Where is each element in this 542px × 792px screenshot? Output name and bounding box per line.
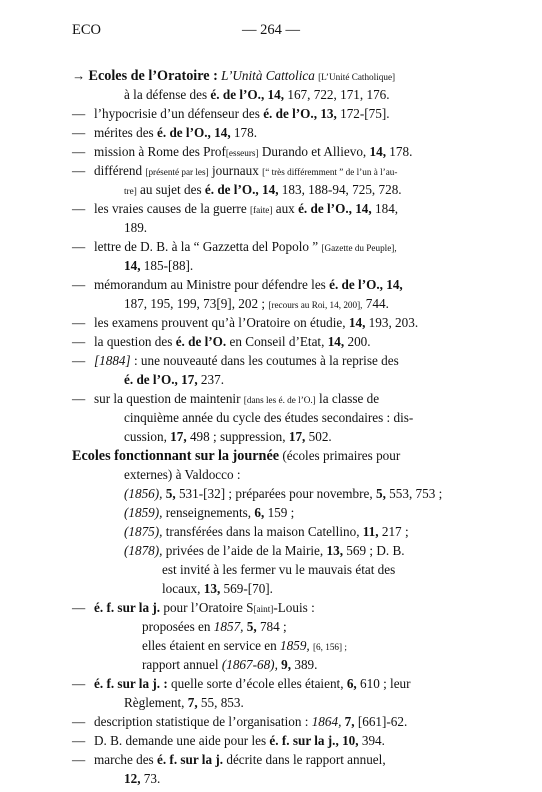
entry-line	[72, 275, 470, 294]
entry-line	[72, 294, 470, 313]
entry-text: 172-[75].	[336, 106, 390, 121]
entry-text: externes) à Valdocco :	[124, 467, 241, 482]
entry-text: 14,	[124, 258, 141, 273]
entry-text: [dans les é. de l’O.]	[243, 395, 316, 405]
entry-text: 5,	[246, 619, 257, 634]
entry-text: l’hypocrisie d’un défenseur des	[94, 106, 264, 121]
entry-text: (1875),	[124, 524, 163, 539]
entry-text: 17,	[288, 429, 306, 444]
entry-text: é. f. sur la j.	[94, 600, 161, 615]
entry-text: Durando et Allievo,	[258, 144, 370, 159]
entry-text: 12,	[124, 771, 141, 786]
entry-text: locaux,	[162, 581, 204, 596]
entry-line	[72, 199, 470, 218]
entry-text: : une nouveauté dans les coutumes à la reprise des	[130, 353, 399, 368]
entry-text: é. de l’O., 14,	[204, 182, 279, 197]
entry-dash: —	[72, 676, 86, 691]
entry-text: 531-[32] ; préparées pour novembre,	[175, 486, 376, 501]
index-entries	[72, 66, 470, 788]
entry-line	[72, 218, 470, 237]
entry-dash: —	[72, 315, 86, 330]
entry-text: 569-[70].	[220, 581, 273, 596]
entry-text: description statistique de l’organisation :	[94, 714, 312, 729]
entry-text: [Gazette du Peuple],	[321, 243, 397, 253]
entry-text: 159 ;	[264, 505, 295, 520]
entry-text: 744.	[362, 296, 389, 311]
entry-line	[72, 389, 470, 408]
entry-text: décrite dans le rapport annuel,	[223, 752, 386, 767]
entry-line	[72, 104, 470, 123]
entry-text: 1859,	[280, 638, 310, 653]
entry-text: 13,	[203, 581, 221, 596]
entry-text: 217 ;	[378, 524, 409, 539]
entry-text: pour l’Oratoire S	[160, 600, 254, 615]
entry-text: [661]-62.	[354, 714, 408, 729]
entry-text: mérites des	[94, 125, 157, 140]
entry-text: 389.	[291, 657, 318, 672]
entry-dash: —	[72, 733, 86, 748]
entry-text: les vraies causes de la guerre	[94, 201, 250, 216]
entry-text: 193, 203.	[365, 315, 419, 330]
entry-line	[72, 465, 470, 484]
entry-text: 569 ; D. B.	[343, 543, 405, 558]
entry-text: Ecoles fonctionnant sur la journée	[72, 448, 280, 464]
entry-dash: —	[72, 353, 86, 368]
entry-text: (1859),	[124, 505, 163, 520]
entry-line	[72, 237, 470, 256]
entry-text: les examens prouvent qu’à l’Oratoire on étudie,	[94, 315, 349, 330]
entry-text: 184,	[371, 201, 399, 216]
entry-text: (1856),	[124, 486, 163, 501]
entry-text: quelle sorte d’école elles étaient,	[167, 676, 347, 691]
entry-line	[72, 313, 470, 332]
entry-dash: —	[72, 125, 86, 140]
entry-text: proposées en	[142, 619, 214, 634]
entry-text: 17,	[170, 429, 187, 444]
entry-text: D. B. demande une aide pour les	[94, 733, 270, 748]
entry-text: 7,	[344, 714, 355, 729]
entry-text: 1857,	[213, 619, 244, 634]
entry-dash: —	[72, 600, 86, 615]
entry-line	[72, 522, 470, 541]
entry-text: 13,	[326, 543, 343, 558]
entry-line	[72, 180, 470, 199]
entry-text: (1878),	[124, 543, 163, 558]
entry-text: [aint]	[253, 604, 274, 614]
entry-dash: —	[72, 201, 86, 216]
entry-text: tre]	[124, 186, 137, 196]
entry-text: transférées dans la maison Catellino,	[162, 524, 363, 539]
entry-text: é. f. sur la j. :	[94, 676, 168, 691]
entry-text: 189.	[124, 220, 148, 235]
entry-text: [“ très différemment ” de l’un à l’au-	[262, 167, 398, 177]
entry-text: 6,	[254, 505, 265, 520]
entry-line	[72, 617, 470, 636]
entry-text: 5,	[375, 486, 386, 501]
entry-dash: —	[72, 106, 86, 121]
entry-text: 14,	[369, 144, 386, 159]
entry-line	[72, 598, 470, 617]
entry-text: 784 ;	[256, 619, 287, 634]
entry-text: mission à Rome des Prof	[94, 144, 226, 159]
entry-text: 55, 853.	[197, 695, 244, 710]
running-head: ECO	[72, 22, 101, 38]
entry-text: 185-[88].	[140, 258, 194, 273]
entry-line	[72, 636, 470, 655]
entry-dash: —	[72, 334, 86, 349]
entry-text: 610 ; leur	[356, 676, 411, 691]
entry-text: 178.	[386, 144, 413, 159]
entry-text: [faite]	[249, 205, 273, 215]
entry-text: 200.	[344, 334, 371, 349]
entry-line	[72, 332, 470, 351]
entry-line	[72, 427, 470, 446]
entry-text: au sujet des	[136, 182, 205, 197]
entry-text: -Louis :	[273, 600, 315, 615]
entry-text: elles étaient en service en	[142, 638, 281, 653]
entry-text: [recours au Roi, 14, 200],	[268, 300, 363, 310]
entry-text: 9,	[281, 657, 292, 672]
entry-line	[72, 579, 470, 598]
entry-text: é. de l’O., 14,	[298, 201, 372, 216]
entry-line	[72, 655, 470, 674]
entry-line	[72, 142, 470, 161]
entry-text: journaux	[208, 163, 263, 178]
entry-text: 167, 722, 171, 176.	[284, 87, 390, 102]
entry-line	[72, 503, 470, 522]
entry-dash: —	[72, 239, 86, 254]
entry-line	[72, 750, 470, 769]
entry-text: [6, 156] ;	[313, 642, 347, 652]
entry-line	[72, 674, 470, 693]
entry-line	[72, 693, 470, 712]
entry-line	[72, 731, 470, 750]
entry-line	[72, 370, 470, 389]
entry-text: 394.	[358, 733, 385, 748]
entry-text: 5,	[165, 486, 176, 501]
entry-line	[72, 541, 470, 560]
entry-line	[72, 446, 470, 465]
entry-text: [présenté par les]	[145, 167, 209, 177]
entry-text: 178.	[230, 125, 257, 140]
entry-dash: —	[72, 163, 86, 178]
entry-line	[72, 66, 470, 85]
entry-text: 187, 195, 199, 73[9], 202 ;	[124, 296, 269, 311]
entry-line	[72, 712, 470, 731]
entry-text: marche des	[94, 752, 157, 767]
entry-text: la classe de	[315, 391, 380, 406]
entry-text: 73.	[140, 771, 161, 786]
entry-text: à la défense des	[124, 87, 211, 102]
entry-text: 14,	[327, 334, 345, 349]
entry-line	[72, 161, 470, 180]
entry-text: Règlement,	[124, 695, 188, 710]
entry-text: rapport annuel	[142, 657, 222, 672]
entry-text: (écoles primaires pour	[279, 448, 401, 463]
entry-text: privées de l’aide de la Mairie,	[162, 543, 327, 558]
entry-text: aux	[272, 201, 299, 216]
entry-text: Ecoles de l’Oratoire :	[88, 68, 218, 84]
entry-text: é. de l’O., 14,	[157, 125, 231, 140]
entry-line	[72, 256, 470, 275]
entry-text: [1884]	[94, 353, 131, 368]
entry-text: é. f. sur la j., 10,	[269, 733, 359, 748]
entry-text: [esseurs]	[225, 148, 259, 158]
entry-text: 6,	[346, 676, 357, 691]
entry-dash: —	[72, 277, 86, 292]
entry-line	[72, 123, 470, 142]
entry-text: 14,	[348, 315, 366, 330]
entry-line	[72, 560, 470, 579]
entry-text: →	[72, 68, 89, 83]
page-header	[72, 22, 470, 42]
entry-text: (1867-68),	[221, 657, 278, 672]
entry-text: la question des	[94, 334, 176, 349]
entry-text: é. de l’O., 14,	[329, 277, 403, 292]
entry-text: en Conseil d’Etat,	[226, 334, 328, 349]
entry-text: lettre de D. B. à la “ Gazzetta del Popolo ”	[94, 239, 322, 254]
entry-text: é. de l’O.	[175, 334, 227, 349]
entry-text: é. de l’O., 17,	[124, 372, 198, 387]
entry-dash: —	[72, 391, 86, 406]
entry-text: différend	[94, 163, 146, 178]
entry-text: é. de l’O., 13,	[263, 106, 337, 121]
entry-text: sur la question de maintenir	[94, 391, 244, 406]
entry-line	[72, 484, 470, 503]
entry-text: 183, 188-94, 725, 728.	[278, 182, 402, 197]
entry-text: é. de l’O., 14,	[210, 87, 285, 102]
entry-text: é. f. sur la j.	[156, 752, 224, 767]
entry-text: 498 ; suppression,	[186, 429, 289, 444]
entry-text: cussion,	[124, 429, 171, 444]
entry-text: 502.	[305, 429, 332, 444]
entry-text: 553, 753 ;	[385, 486, 443, 501]
entry-text: mémorandum au Ministre pour défendre les	[94, 277, 330, 292]
entry-dash: —	[72, 144, 86, 159]
entry-text: [L’Unité Catholique]	[318, 72, 396, 82]
entry-text: L’Unità Cattolica	[217, 68, 319, 83]
page-number: — 264 —	[242, 22, 300, 38]
entry-text: cinquième année du cycle des études secondaires : dis-	[124, 410, 414, 425]
entry-text: 7,	[187, 695, 198, 710]
entry-line	[72, 85, 470, 104]
entry-text: renseignements,	[162, 505, 255, 520]
entry-dash: —	[72, 714, 86, 729]
entry-text: 237.	[197, 372, 224, 387]
entry-text: est invité à les fermer vu le mauvais état des	[162, 562, 396, 577]
entry-text: 11,	[362, 524, 379, 539]
entry-dash: —	[72, 752, 86, 767]
entry-line	[72, 408, 470, 427]
entry-line	[72, 769, 470, 788]
entry-text: 1864,	[311, 714, 342, 729]
entry-line	[72, 351, 470, 370]
